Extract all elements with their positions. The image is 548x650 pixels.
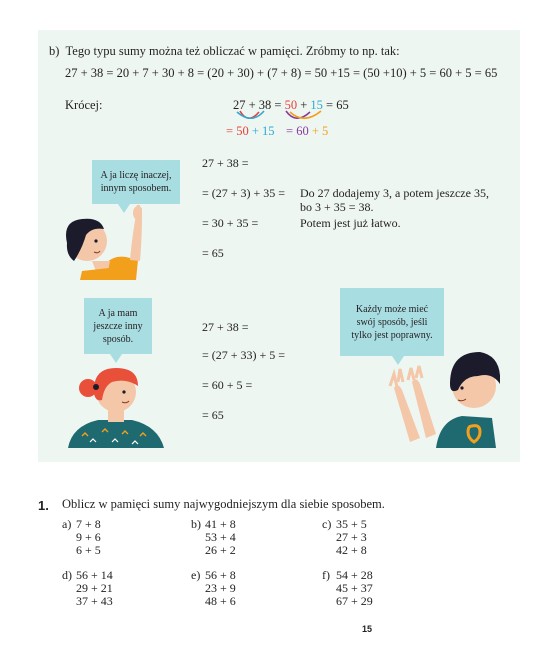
intro-label: b) — [49, 44, 60, 58]
sum-item: 53 + 4 — [205, 530, 236, 544]
girl-step: = 65 — [202, 408, 224, 422]
boy-pointing-illustration — [52, 205, 142, 280]
sum-item: 48 + 6 — [205, 594, 236, 608]
girl-step: = (27 + 33) + 5 = — [202, 348, 286, 362]
sum-item: 6 + 5 — [76, 543, 101, 557]
boy-step: 27 + 38 = — [202, 156, 249, 170]
sum-item: 56 + 8 — [205, 568, 236, 582]
girl-step: = 60 + 5 = — [202, 378, 253, 392]
girl-speech-bubble: A ja mam jeszcze inny sposób. — [84, 298, 152, 354]
boy-speech-bubble: A ja liczę inaczej, innym sposobem. — [92, 160, 180, 204]
sum-item: 41 + 8 — [205, 517, 236, 531]
girl-illustration — [62, 360, 170, 448]
sub-right-a: 60 — [296, 124, 309, 138]
group-letter-f: f) — [322, 568, 330, 582]
shorter-lhs: 27 + 38 = — [233, 98, 285, 112]
boy-note-line2: bo 3 + 35 = 38. — [300, 200, 374, 214]
group-letter-c: c) — [322, 517, 332, 531]
sum-item: 37 + 43 — [76, 594, 113, 608]
sub-right-eq: = — [286, 124, 297, 138]
intro-text: Tego typu sumy można też obliczać w pamięci. Zróbmy to np. tak: — [65, 44, 400, 58]
boy-step: = (27 + 3) + 35 = — [202, 186, 286, 200]
shorter-sub-right — [286, 124, 328, 139]
sub-left-eq: = — [226, 124, 237, 138]
sub-left-a: 50 — [236, 124, 249, 138]
sub-right-b: 5 — [322, 124, 329, 138]
sum-item: 29 + 21 — [76, 581, 113, 595]
exercise-instruction: Oblicz w pamięci sumy najwygodniejszym dla siebie sposobem. — [62, 497, 385, 511]
boy-note-line3: Potem jest już łatwo. — [300, 216, 401, 230]
boy-step: = 65 — [202, 246, 224, 260]
boy-waving-illustration — [388, 346, 500, 448]
sum-item: 42 + 8 — [336, 543, 367, 557]
boy2-speech-bubble: Każdy może mieć swój sposób, jeśli tylko jest poprawny. — [340, 288, 444, 356]
group-letter-e: e) — [191, 568, 201, 582]
sum-item: 27 + 3 — [336, 530, 367, 544]
shorter-label: Krócej: — [65, 98, 103, 112]
sub-left-b: 15 — [262, 124, 275, 138]
group-letter-b: b) — [191, 517, 201, 531]
sum-item: 7 + 8 — [76, 517, 101, 531]
sum-item: 56 + 14 — [76, 568, 113, 582]
sub-left-plus: + — [248, 124, 262, 138]
group-letter-a: a) — [62, 517, 72, 531]
intro-line — [49, 44, 400, 59]
sum-item: 9 + 6 — [76, 530, 101, 544]
shorter-fifteen: 15 — [310, 98, 323, 112]
shorter-rhs: = 65 — [322, 98, 349, 112]
sum-item: 35 + 5 — [336, 517, 367, 531]
boy-step: = 30 + 35 = — [202, 216, 259, 230]
shorter-plus: + — [297, 98, 311, 112]
sum-item: 23 + 9 — [205, 581, 236, 595]
sum-item: 67 + 29 — [336, 594, 373, 608]
exercise-number: 1. — [38, 498, 49, 513]
sub-right-plus: + — [308, 124, 322, 138]
sum-item: 54 + 28 — [336, 568, 373, 582]
shorter-fifty: 50 — [284, 98, 298, 112]
intro-equation: 27 + 38 = 20 + 7 + 30 + 8 = (20 + 30) + (7 + 8) = 50 +15 = (50 +10) + 5 = 60 + 5 = 65 — [65, 66, 498, 80]
sum-item: 45 + 37 — [336, 581, 373, 595]
page-number: 15 — [362, 624, 373, 634]
sum-item: 26 + 2 — [205, 543, 236, 557]
girl-step: 27 + 38 = — [202, 320, 249, 334]
boy-note-line1: Do 27 dodajemy 3, a potem jeszcze 35, — [300, 186, 489, 200]
group-letter-d: d) — [62, 568, 72, 582]
shorter-sub-left — [226, 124, 275, 139]
